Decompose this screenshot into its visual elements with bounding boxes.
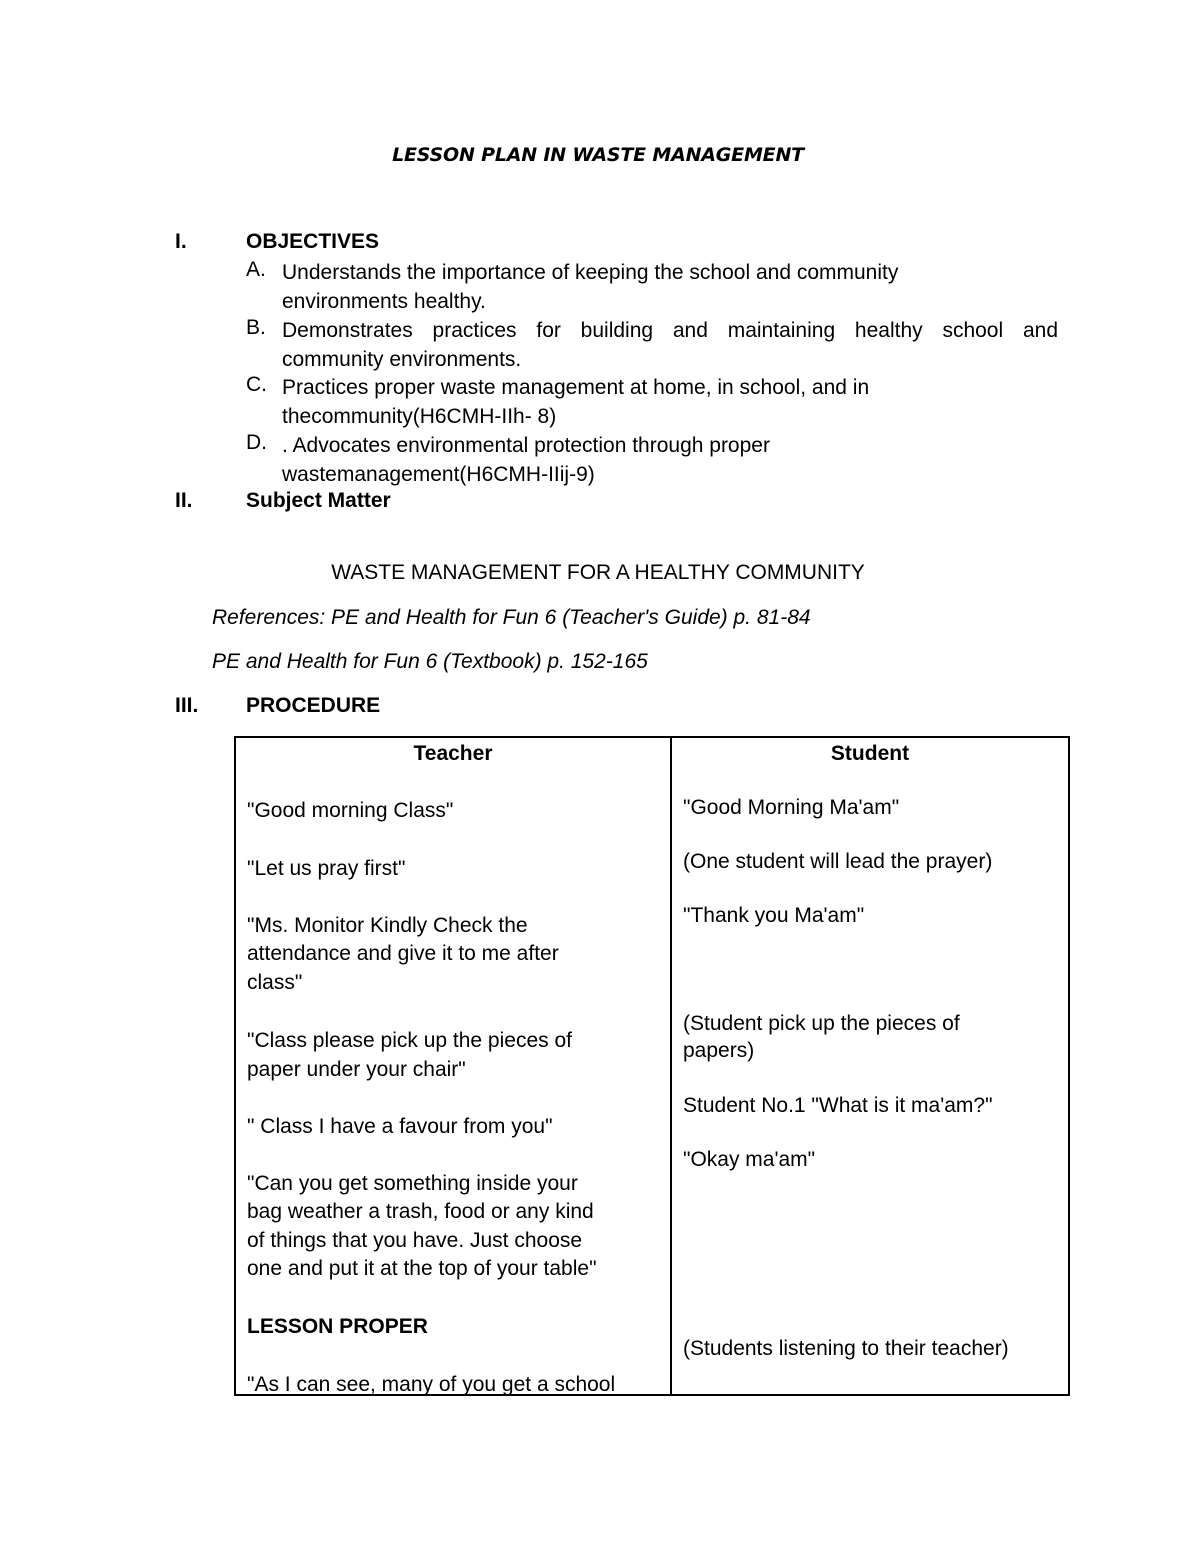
objective-letter-d: D. <box>246 431 267 454</box>
teacher-line: one and put it at the top of your table" <box>247 1257 597 1280</box>
section-heading-objectives: OBJECTIVES <box>246 230 380 253</box>
document-title: LESSON PLAN IN WASTE MANAGEMENT <box>392 144 804 166</box>
student-column-header: Student <box>830 742 910 765</box>
teacher-line: "Ms. Monitor Kindly Check the <box>247 914 528 937</box>
teacher-column-header: Teacher <box>413 742 493 765</box>
objective-a-line1: Understands the importance of keeping the school and community <box>282 261 899 284</box>
student-line: "Thank you Ma'am" <box>683 904 865 927</box>
objective-d-line2: wastemanagement(H6CMH-IIij-9) <box>282 463 595 486</box>
teacher-line: class" <box>247 971 303 994</box>
teacher-line: attendance and give it to me after <box>247 942 559 965</box>
teacher-line: "Let us pray first" <box>247 857 406 880</box>
teacher-line: " Class I have a favour from you" <box>247 1115 553 1138</box>
reference-textbook: PE and Health for Fun 6 (Textbook) p. 152-165 <box>212 650 648 673</box>
teacher-line: "As I can see, many of you get a school <box>247 1373 616 1396</box>
teacher-line: of things that you have. Just choose <box>247 1229 583 1252</box>
student-line: (Student pick up the pieces of <box>683 1012 960 1035</box>
objective-letter-c: C. <box>246 373 267 396</box>
student-line: papers) <box>683 1039 755 1062</box>
teacher-line: "Good morning Class" <box>247 799 454 822</box>
student-line: "Okay ma'am" <box>683 1148 816 1171</box>
objective-b-line2: community environments. <box>282 348 522 371</box>
section-number-objectives: I. <box>175 230 187 253</box>
teacher-line: "Class please pick up the pieces of <box>247 1029 572 1052</box>
objective-c-line1: Practices proper waste management at home, in school, and in <box>282 376 870 399</box>
reference-teachers-guide: References: PE and Health for Fun 6 (Teacher's Guide) p. 81-84 <box>212 606 811 629</box>
procedure-table <box>234 736 1070 1396</box>
student-line: Student No.1 "What is it ma'am?" <box>683 1094 993 1117</box>
student-line: "Good Morning Ma'am" <box>683 796 900 819</box>
objective-c-line2: thecommunity(H6CMH-IIh- 8) <box>282 405 557 428</box>
section-number-subject-matter: II. <box>175 489 193 512</box>
objective-d-line1: . Advocates environmental protection through proper <box>282 434 770 457</box>
teacher-column <box>235 737 671 1395</box>
student-column <box>671 737 1069 1395</box>
objective-letter-a: A. <box>246 258 266 281</box>
subject-topic: WASTE MANAGEMENT FOR A HEALTHY COMMUNITY <box>331 561 865 584</box>
section-number-procedure: III. <box>175 694 199 717</box>
teacher-line: "Can you get something inside your <box>247 1172 578 1195</box>
section-heading-subject-matter: Subject Matter <box>246 489 391 512</box>
lesson-proper-heading: LESSON PROPER <box>247 1315 428 1338</box>
objective-letter-b: B. <box>246 316 266 339</box>
student-line: (One student will lead the prayer) <box>683 850 993 873</box>
teacher-line: bag weather a trash, food or any kind <box>247 1200 594 1223</box>
teacher-line: paper under your chair" <box>247 1058 466 1081</box>
objective-a-line2: environments healthy. <box>282 290 486 313</box>
section-heading-procedure: PROCEDURE <box>246 694 381 717</box>
objective-b-line1: Demonstrates practices for building and maintaining healthy school and <box>282 319 1058 342</box>
student-line: (Students listening to their teacher) <box>683 1337 1009 1360</box>
